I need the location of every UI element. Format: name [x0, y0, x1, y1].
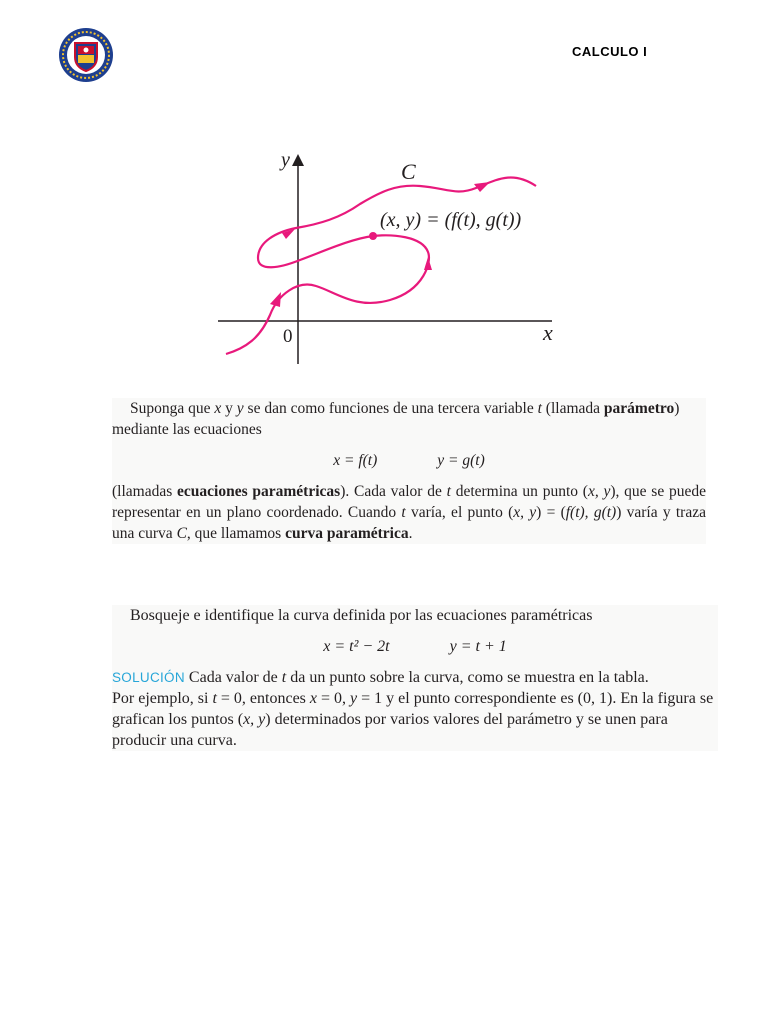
direction-arrow — [424, 257, 432, 270]
direction-arrow — [270, 292, 281, 307]
x-axis-label: x — [543, 320, 553, 345]
point-label: (x, y) = (f(t), g(t)) — [380, 209, 522, 231]
origin-label: 0 — [283, 326, 293, 347]
example-equations: x = t² − 2t y = t + 1 — [323, 638, 507, 655]
definition-block — [112, 398, 706, 544]
curve-point — [369, 232, 377, 240]
parametric-curve-figure — [210, 140, 572, 370]
solution-paragraph: SOLUCIÓN Cada valor de t da un punto sobre la curva, como se muestra en la tabla. Por ejemplo, si t = 0, entonces x = 0, y = 1 y el punto correspondiente es (0, 1). En la figura se grafican los puntos (x, y) determinados por varios valores del parámetro y se unen para producir una curva. — [112, 669, 714, 749]
course-title: CALCULO I — [572, 44, 648, 59]
example-statement: Bosqueje e identifique la curva definida por las ecuaciones paramétricas — [130, 607, 593, 624]
curve-label: C — [401, 159, 416, 184]
intro-paragraph: Suponga que x y y se dan como funciones de una tercera variable t (llamada parámetro) mediante las ecuaciones — [112, 400, 680, 438]
example-block — [112, 605, 718, 751]
solution-label: SOLUCIÓN — [112, 670, 185, 685]
university-seal-logo — [58, 27, 114, 83]
y-axis-label: y — [281, 149, 290, 171]
parametric-equations: x = f(t) y = g(t) — [333, 452, 485, 469]
direction-arrow — [474, 182, 490, 192]
parametric-curve — [226, 177, 536, 354]
description-paragraph: (llamadas ecuaciones paramétricas). Cada valor de t determina un punto (x, y), que se puede representar en un plano coordenado. Cuando t varía, el punto (x, y) = (f(t), g(t)) varía y traza una curva C, que llamamos curva paramétrica. — [112, 483, 706, 542]
